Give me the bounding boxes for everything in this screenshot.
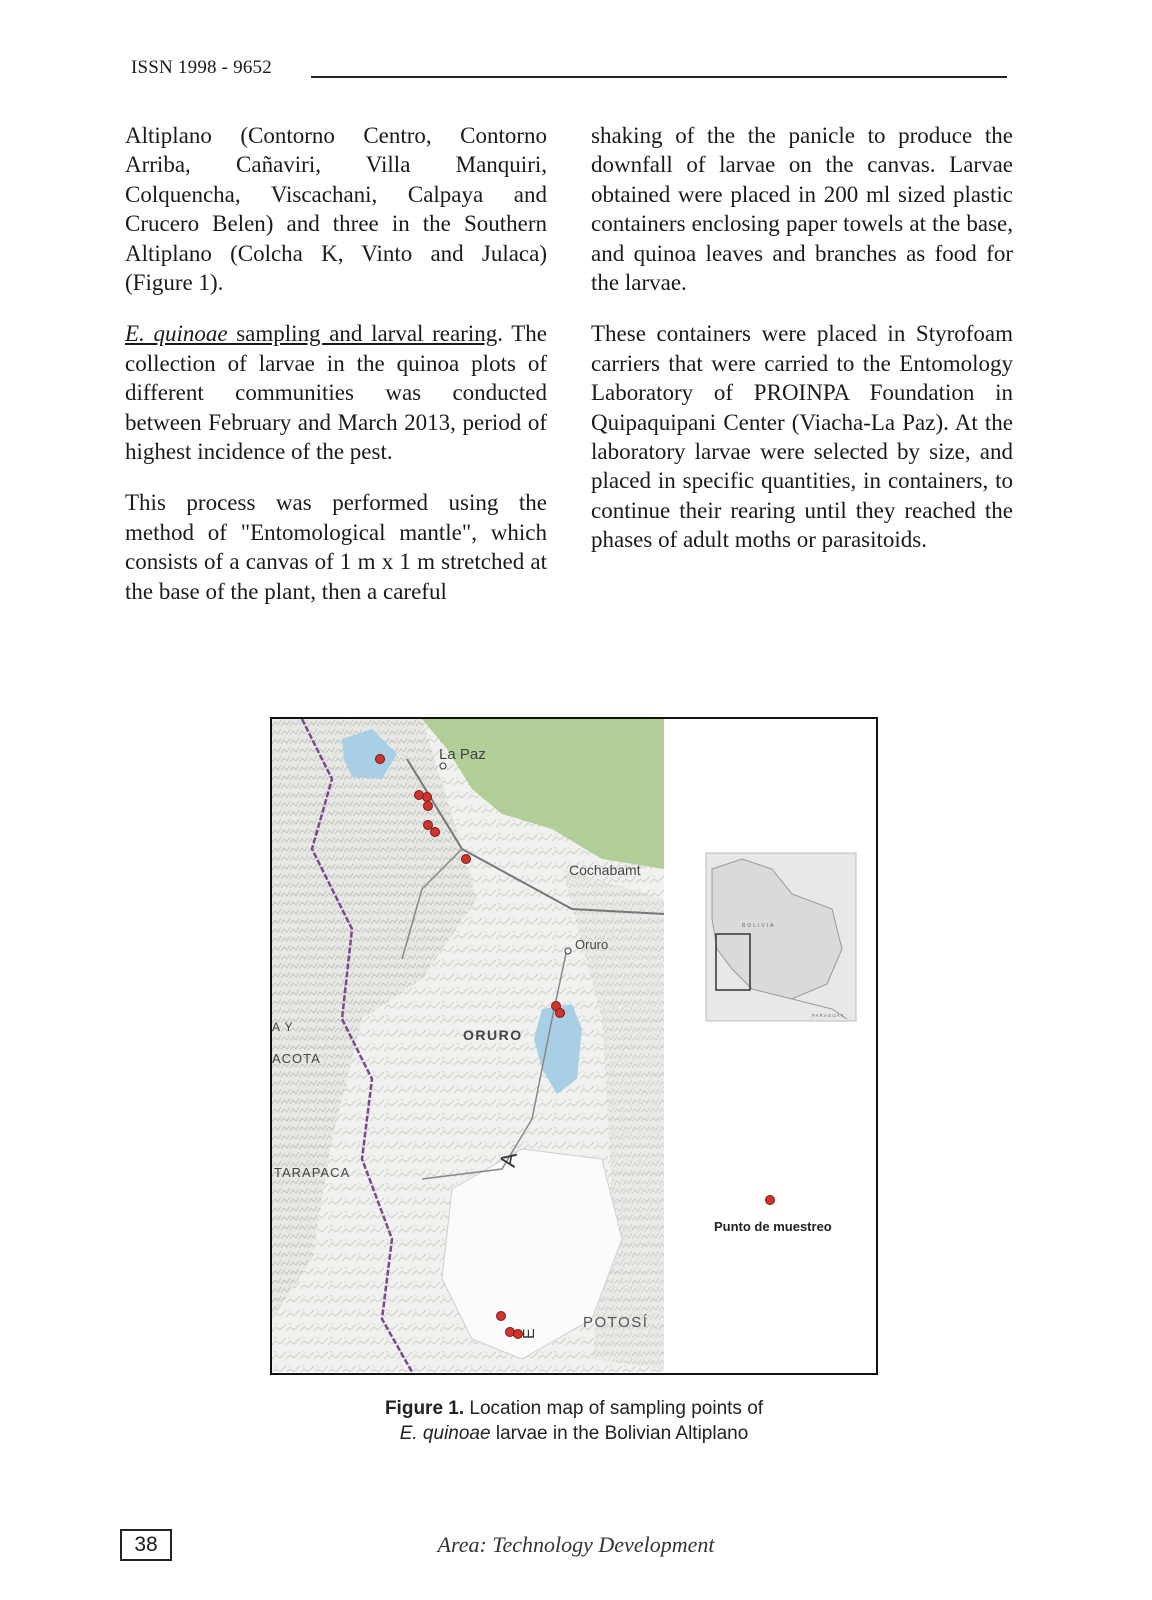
right-column [591, 121, 1013, 577]
map-legend [714, 1196, 832, 1235]
label-cochabamba: Cochabamt [569, 862, 641, 878]
left-paragraph-2-body: The collection of larvae in the quinoa plots of different communities was conducted between February and March 2013, period of highest incidence of the pest. [125, 321, 547, 465]
sampling-point [424, 802, 433, 811]
sampling-point [423, 793, 432, 802]
label-tarapaca: TARAPACA [274, 1165, 351, 1180]
label-a-y: A Y [272, 1020, 294, 1034]
label-la-paz: La Paz [439, 746, 486, 763]
caption-label: Figure 1. [384, 1398, 465, 1419]
label-potosi: POTOSÍ [583, 1314, 649, 1331]
left-paragraph-1: Altiplano (Contorno Centro, Contorno Arriba, Cañaviri, Villa Manquiri, Colquencha, Viscachani, Calpaya and Crucero Belen) and three in the Southern Altiplano (Colcha K, Vinto and Julaca) (Figure 1). [125, 123, 547, 296]
marker-a: A [494, 1150, 522, 1169]
footer-area: Area: Technology Development [437, 1532, 715, 1557]
inset-map [706, 853, 856, 1021]
page-header [131, 55, 1007, 85]
inset-label-bolivia: BOLIVIA [742, 923, 776, 929]
figure-1-map [270, 717, 878, 1375]
inset-label-paraguay: PARAGUAY [812, 1013, 845, 1018]
caption-species: E. quinoae [399, 1423, 491, 1444]
caption-line-1: Location map of sampling points of [464, 1398, 764, 1419]
label-oruro-department: ORURO [463, 1027, 523, 1043]
sampling-point [431, 828, 440, 837]
issn-label: ISSN 1998 - 9652 [131, 57, 272, 78]
heading-period: . [497, 321, 503, 347]
sampling-point [424, 821, 433, 830]
city-marker [565, 948, 571, 954]
left-paragraph-3: This process was performed using the method of "Entomological mantle", which consists of a canvas of 1 m x 1 m stretched at the base of the plant, then a careful [125, 490, 547, 604]
header-rule [311, 76, 1007, 78]
sampling-point [462, 855, 471, 864]
section-heading: E. quinoae sampling and larval rearing [125, 321, 498, 347]
legend-sampling-point [766, 1196, 775, 1205]
marker-e: E [521, 1328, 538, 1339]
left-paragraph-2 [125, 319, 547, 466]
page-number: 38 [120, 1529, 172, 1561]
sampling-point [556, 1009, 565, 1018]
species-name: E. quinoae [125, 321, 228, 347]
left-column [125, 121, 547, 628]
city-marker [440, 763, 446, 769]
figure-caption [270, 1396, 878, 1446]
right-paragraph-2: These containers were placed in Styrofoam carriers that were carried to the Entomology Laboratory of PROINPA Foundation in Quipaquipani Center (Viacha-La Paz). At the laboratory larvae were selected by size, and placed in specific quantities, in containers, to continue their rearing until they reached the phases of adult moths or parasitoids. [591, 321, 1013, 553]
sampling-point [497, 1312, 506, 1321]
sampling-point [376, 755, 385, 764]
label-acota: ACOTA [272, 1051, 321, 1066]
caption-line-2: larvae in the Bolivian Altiplano [490, 1423, 749, 1444]
location-map [272, 719, 875, 1372]
right-paragraph-1: shaking of the the panicle to produce the downfall of larvae on the canvas. Larvae obtained were placed in 200 ml sized plastic containers enclosing paper towels at the base, and quinoa leaves and branches as food for the larvae. [591, 123, 1013, 296]
legend-label: Punto de muestreo [714, 1219, 832, 1234]
label-oruro-city: Oruro [575, 937, 609, 952]
